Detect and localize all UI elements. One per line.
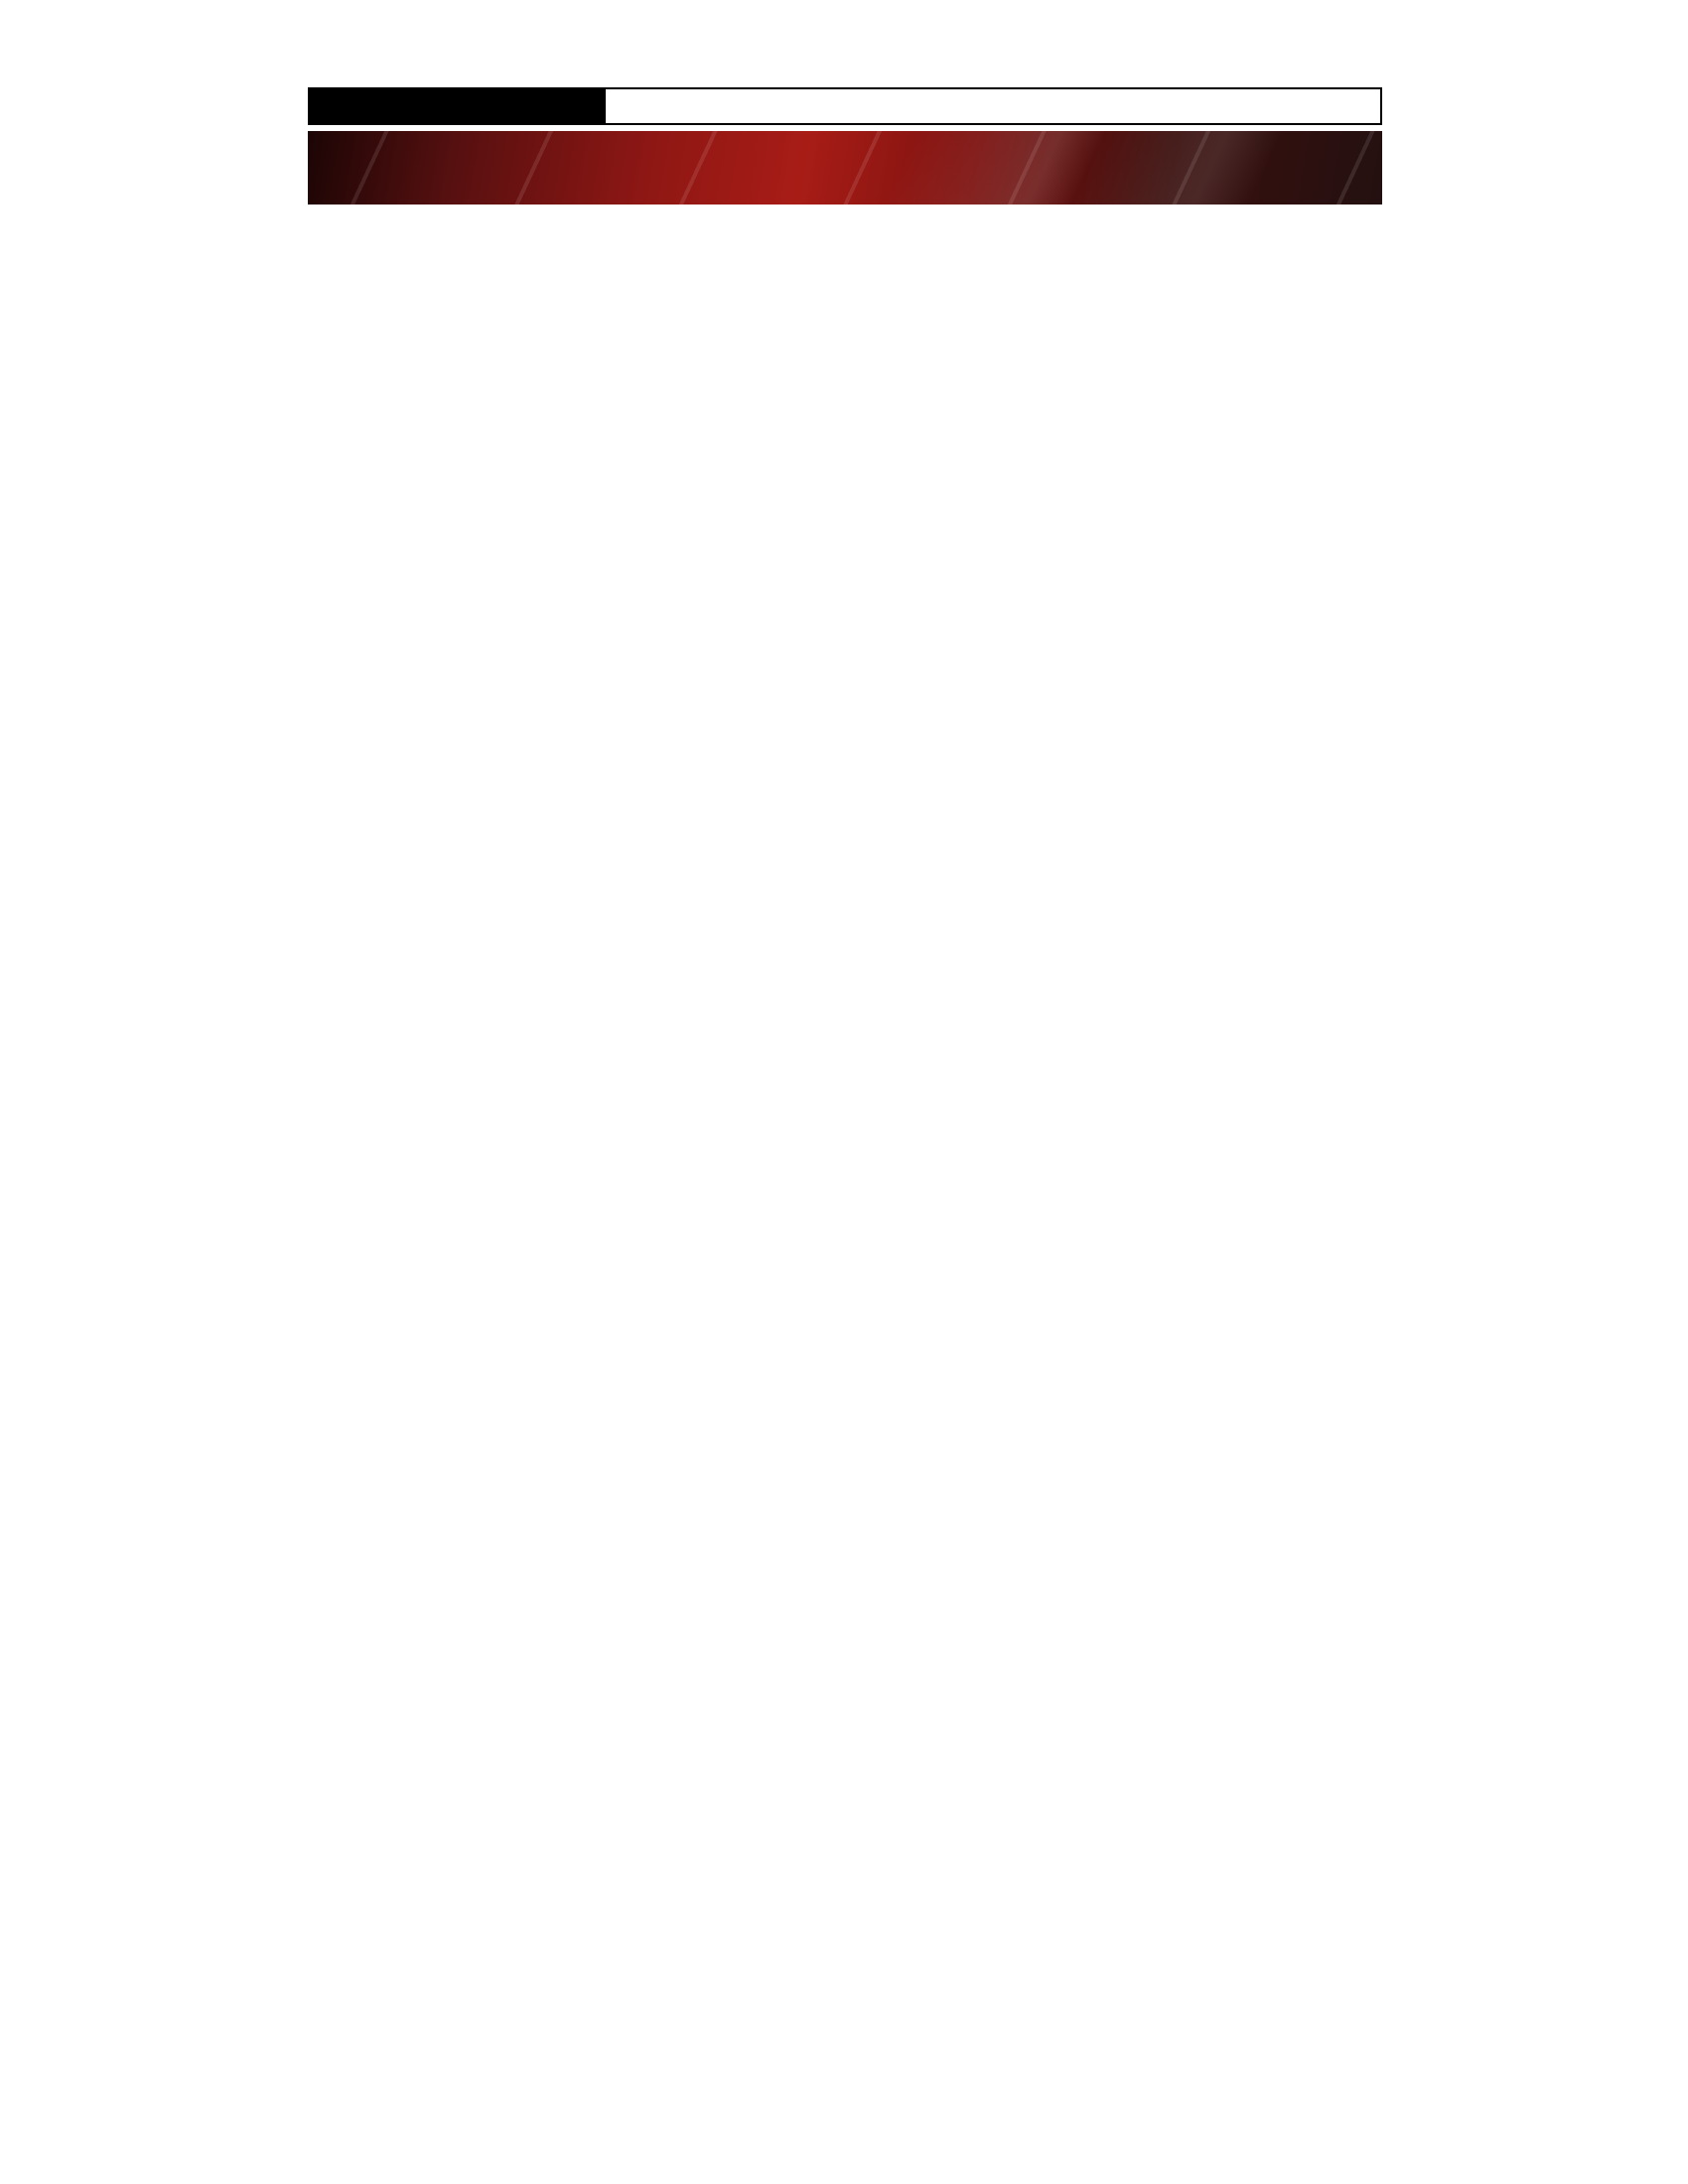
page-header [308, 87, 1382, 125]
figure-8b-plot [850, 996, 1346, 1423]
journal-banner [308, 131, 1382, 205]
figure-7-heatmap [308, 415, 1382, 911]
journal-logo [355, 148, 367, 190]
article-type-banner [308, 87, 606, 125]
citation-bar [606, 87, 1382, 125]
figure-8a-plot [350, 996, 846, 1423]
